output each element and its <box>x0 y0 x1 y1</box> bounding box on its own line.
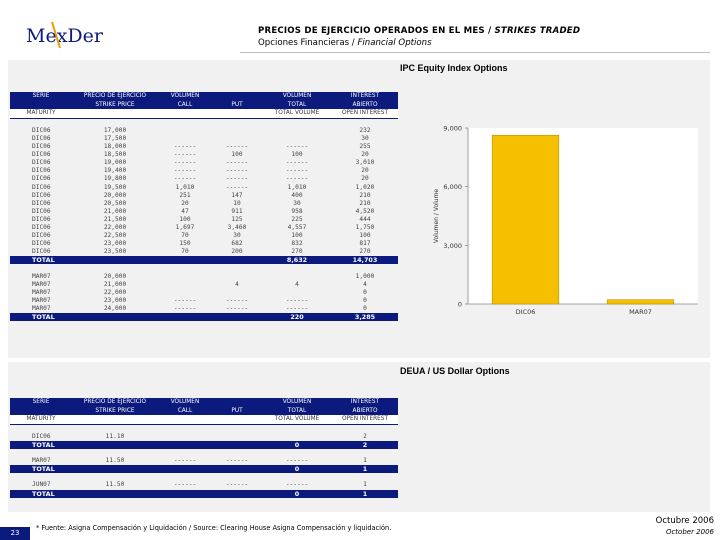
table-cell: DIC06 <box>32 232 51 240</box>
table-cell: 100 <box>291 232 303 240</box>
table-cell: 3,010 <box>355 159 375 167</box>
table-cell <box>72 415 158 424</box>
table-cell: 150 <box>179 240 191 248</box>
table-cell <box>158 313 212 321</box>
table-row <box>10 151 398 159</box>
table-cell: 270 <box>291 248 303 256</box>
table-cell: DIC06 <box>32 151 51 159</box>
table-cell <box>72 313 158 321</box>
table-cell: TOTAL <box>262 101 332 110</box>
table-cell: ------ <box>225 167 249 175</box>
table-cell: 24,000 <box>103 304 127 312</box>
total-row <box>10 465 398 473</box>
table-cell <box>72 490 158 498</box>
table-cell: ------ <box>225 175 249 183</box>
table-cell: TOTAL VOLUME <box>262 415 332 424</box>
table-cell: 30 <box>233 232 241 240</box>
table-cell: 19,000 <box>103 159 127 167</box>
table-row <box>10 481 398 489</box>
table-cell: 17,000 <box>103 126 127 134</box>
ipc-section-title: IPC Equity Index Options <box>400 63 508 73</box>
table-row <box>10 216 398 224</box>
table-cell <box>212 289 262 297</box>
table-cell: 147 <box>231 191 243 199</box>
table-cell: 0 <box>363 304 367 312</box>
table-cell: 4 <box>363 280 367 288</box>
table-header-row <box>10 109 398 118</box>
table-cell: ------ <box>173 167 197 175</box>
table-cell: MAR07 <box>32 296 51 304</box>
table-cell: 0 <box>262 490 332 498</box>
table-cell: 21,000 <box>103 280 127 288</box>
table-cell: TOTAL <box>10 465 72 473</box>
table-cell <box>10 101 72 110</box>
table-cell: 23,000 <box>103 240 127 248</box>
table-cell: 2 <box>363 432 367 440</box>
table-cell: DIC06 <box>32 126 51 134</box>
table-cell: 125 <box>231 215 243 223</box>
table-cell: ------ <box>285 175 309 183</box>
table-cell: ------ <box>285 159 309 167</box>
table-cell <box>212 135 262 143</box>
table-cell: ------ <box>285 296 309 304</box>
table-cell: 1,010 <box>175 183 195 191</box>
table-row <box>10 224 398 232</box>
table-cell: 832 <box>291 240 303 248</box>
table-cell: VOLUMEN <box>262 92 332 101</box>
table-cell: ABIERTO <box>332 407 398 416</box>
table-cell <box>262 135 332 143</box>
table-cell <box>158 109 212 118</box>
table-cell: 400 <box>291 191 303 199</box>
table-cell: 1 <box>363 481 367 489</box>
table-cell: 11.10 <box>105 432 125 440</box>
table-cell: STRIKE PRICE <box>72 407 158 416</box>
table-row <box>10 192 398 200</box>
table-cell: 14,703 <box>332 256 398 264</box>
table-cell: 200 <box>231 248 243 256</box>
table-cell: PUT <box>212 407 262 416</box>
table-cell: 21,500 <box>103 215 127 223</box>
table-cell: 22,000 <box>103 288 127 296</box>
date-spanish: Octubre 2006 <box>655 516 714 526</box>
table-row <box>10 175 398 183</box>
bar-dic06 <box>492 135 559 304</box>
table-cell: PRECIO DE EJERCICIO <box>72 398 158 407</box>
table-cell: 220 <box>262 313 332 321</box>
y-tick-label: 3,000 <box>443 241 462 250</box>
table-cell: ABIERTO <box>332 101 398 110</box>
table-cell: DIC06 <box>32 159 51 167</box>
table-cell: PUT <box>212 101 262 110</box>
table-cell: 1 <box>332 490 398 498</box>
table-row <box>10 135 398 143</box>
table-cell: MATURITY <box>10 109 72 118</box>
table-cell: ------ <box>225 457 249 465</box>
header-divider <box>240 52 710 53</box>
table-cell: VOLUMEN <box>158 398 212 407</box>
table-cell <box>212 441 262 449</box>
table-cell: 0 <box>363 296 367 304</box>
table-cell: 0 <box>363 288 367 296</box>
x-tick-label: DIC06 <box>515 308 536 316</box>
table-cell: 19,400 <box>103 167 127 175</box>
table-cell: 270 <box>359 248 371 256</box>
table-row <box>10 159 398 167</box>
table-cell: 20,500 <box>103 199 127 207</box>
table-cell: 11.50 <box>105 481 125 489</box>
table-cell: 958 <box>291 207 303 215</box>
table-cell <box>158 135 212 143</box>
table-cell <box>72 256 158 264</box>
table-cell: 23,000 <box>103 296 127 304</box>
table-cell <box>212 398 262 407</box>
deua-table <box>10 398 398 498</box>
table-row <box>10 143 398 151</box>
page-number: 23 <box>0 527 30 540</box>
table-cell <box>158 465 212 473</box>
table-cell: 11.50 <box>105 457 125 465</box>
table-cell: ------ <box>225 183 249 191</box>
table-cell <box>158 490 212 498</box>
table-cell: 444 <box>359 215 371 223</box>
table-header-row <box>10 92 398 101</box>
table-cell: 70 <box>181 248 189 256</box>
table-cell: 20 <box>361 175 369 183</box>
table-cell <box>212 92 262 101</box>
table-cell: ------ <box>173 304 197 312</box>
table-cell: ------ <box>173 159 197 167</box>
table-cell <box>158 441 212 449</box>
table-cell: ------ <box>173 175 197 183</box>
table-header-row <box>10 398 398 407</box>
page-subtitle: Opciones Financieras / Financial Options <box>258 38 432 48</box>
table-cell: 0 <box>262 465 332 473</box>
table-cell: 30 <box>361 134 369 142</box>
table-cell: STRIKE PRICE <box>72 101 158 110</box>
spacer-row <box>10 118 398 127</box>
table-cell: DIC06 <box>32 224 51 231</box>
table-cell: TOTAL <box>10 256 72 264</box>
table-cell: 1,750 <box>355 224 375 231</box>
table-cell: 20,000 <box>103 191 127 199</box>
table-cell: 1,697 <box>175 224 195 231</box>
table-cell <box>262 433 332 441</box>
table-cell <box>212 256 262 264</box>
logo-text: MexDer <box>26 25 103 47</box>
table-cell: 70 <box>181 232 189 240</box>
table-cell <box>10 407 72 416</box>
table-cell: ------ <box>173 296 197 304</box>
table-cell: 1,020 <box>355 183 375 191</box>
table-cell: TOTAL <box>10 313 72 321</box>
table-row <box>10 240 398 248</box>
table-cell: SERIE <box>10 92 72 101</box>
table-cell: 2 <box>332 441 398 449</box>
table-cell: 100 <box>359 232 371 240</box>
table-cell: DIC06 <box>32 167 51 175</box>
table-cell: ------ <box>285 304 309 312</box>
table-cell: ------ <box>225 304 249 312</box>
table-row <box>10 273 398 281</box>
table-cell: VOLUMEN <box>262 398 332 407</box>
table-cell: 911 <box>231 207 243 215</box>
total-row <box>10 313 398 321</box>
table-cell <box>212 313 262 321</box>
table-cell <box>72 109 158 118</box>
table-cell: CALL <box>158 101 212 110</box>
table-row <box>10 184 398 192</box>
table-cell: DIC06 <box>32 175 51 183</box>
y-tick-label: 6,000 <box>443 183 462 192</box>
table-cell: 100 <box>179 215 191 223</box>
table-cell <box>72 441 158 449</box>
table-cell: 251 <box>179 191 191 199</box>
table-cell: 0 <box>262 441 332 449</box>
table-cell <box>158 281 212 289</box>
table-cell: 4,557 <box>287 224 307 231</box>
table-cell: 20 <box>361 151 369 159</box>
table-header-row <box>10 415 398 424</box>
table-cell <box>72 465 158 473</box>
source-footnote: * Fuente: Asigna Compensación y Liquidación / Source: Clearing House Asigna Compensación y liquidación. <box>36 524 392 532</box>
ipc-volume-chart <box>428 118 708 358</box>
table-cell: 3,460 <box>227 224 247 231</box>
x-tick-label: MAR07 <box>629 308 652 316</box>
table-cell <box>158 127 212 135</box>
table-cell: 17,500 <box>103 134 127 142</box>
ipc-table <box>10 92 398 321</box>
table-cell: DIC06 <box>32 143 51 151</box>
table-cell: ------ <box>225 296 249 304</box>
table-cell <box>262 273 332 281</box>
table-cell: 100 <box>231 151 243 159</box>
table-cell: 4 <box>235 280 239 288</box>
table-cell: MAR07 <box>32 304 51 312</box>
table-cell: VOLUMEN <box>158 92 212 101</box>
table-cell: ------ <box>285 457 309 465</box>
table-cell <box>262 127 332 135</box>
table-cell: 20 <box>361 167 369 175</box>
y-tick-label: 0 <box>457 300 462 309</box>
spacer-row <box>10 424 398 433</box>
table-row <box>10 289 398 297</box>
total-row <box>10 441 398 449</box>
table-cell: 19,800 <box>103 175 127 183</box>
spacer-row <box>10 264 398 272</box>
table-cell: 3,285 <box>332 313 398 321</box>
table-cell: 4,520 <box>355 207 375 215</box>
table-cell: 18,000 <box>103 143 127 151</box>
table-cell: INTEREST <box>332 398 398 407</box>
spacer-row <box>10 473 398 481</box>
table-cell: 210 <box>359 191 371 199</box>
table-cell: JUN07 <box>32 481 51 489</box>
table-cell <box>158 415 212 424</box>
table-cell: 210 <box>359 199 371 207</box>
table-cell: 23,500 <box>103 248 127 256</box>
table-cell: INTEREST <box>332 92 398 101</box>
table-cell: MATURITY <box>10 415 72 424</box>
table-cell: 1 <box>363 457 367 465</box>
table-cell: MAR07 <box>32 457 51 465</box>
deua-section-title: DEUA / US Dollar Options <box>400 366 510 376</box>
table-cell <box>158 289 212 297</box>
table-cell: MAR07 <box>32 280 51 288</box>
total-row <box>10 256 398 264</box>
table-cell: ------ <box>285 143 309 151</box>
table-cell: 22,000 <box>103 224 127 231</box>
table-cell: DIC06 <box>32 134 51 142</box>
table-cell: 255 <box>359 143 371 151</box>
table-cell: 817 <box>359 240 371 248</box>
bar-mar07 <box>607 300 674 304</box>
table-cell: 18,500 <box>103 151 127 159</box>
table-cell <box>212 433 262 441</box>
table-cell: 682 <box>231 240 243 248</box>
table-cell: 20,000 <box>103 272 127 280</box>
table-cell: 30 <box>293 199 301 207</box>
table-cell: TOTAL <box>10 441 72 449</box>
table-cell: 21,000 <box>103 207 127 215</box>
table-cell: 20 <box>181 199 189 207</box>
table-cell: 8,632 <box>262 256 332 264</box>
table-cell: ------ <box>173 481 197 489</box>
table-cell: ------ <box>225 481 249 489</box>
table-cell: TOTAL <box>262 407 332 416</box>
table-row <box>10 208 398 216</box>
table-cell: CALL <box>158 407 212 416</box>
total-row <box>10 490 398 498</box>
table-cell: 47 <box>181 207 189 215</box>
table-row <box>10 232 398 240</box>
mexder-logo <box>22 18 103 52</box>
table-cell: DIC06 <box>32 215 51 223</box>
table-row <box>10 297 398 305</box>
table-cell: DIC06 <box>32 183 51 191</box>
table-cell <box>158 273 212 281</box>
table-row <box>10 433 398 441</box>
table-cell: ------ <box>173 143 197 151</box>
table-cell <box>262 289 332 297</box>
y-axis-label: Volumen / Volume <box>433 188 440 244</box>
table-cell <box>212 127 262 135</box>
table-cell: DIC06 <box>32 248 51 256</box>
table-cell: 232 <box>359 126 371 134</box>
table-cell: MAR07 <box>32 272 51 280</box>
table-cell: OPEN INTEREST <box>332 415 398 424</box>
table-cell: DIC06 <box>32 199 51 207</box>
table-cell: 1 <box>332 465 398 473</box>
table-cell: SERIE <box>10 398 72 407</box>
table-cell <box>212 273 262 281</box>
table-cell: ------ <box>173 151 197 159</box>
page-title: PRECIOS DE EJERCICIO OPERADOS EN EL MES / STRIKES TRADED <box>258 26 581 36</box>
table-cell <box>212 415 262 424</box>
table-row <box>10 305 398 313</box>
table-cell <box>158 256 212 264</box>
table-cell: ------ <box>285 481 309 489</box>
table-cell: MAR07 <box>32 288 51 296</box>
table-cell <box>212 465 262 473</box>
table-cell: DIC06 <box>32 207 51 215</box>
table-row <box>10 167 398 175</box>
table-row <box>10 248 398 256</box>
table-row <box>10 457 398 465</box>
y-tick-label: 9,000 <box>443 124 462 133</box>
table-cell: OPEN INTEREST <box>332 109 398 118</box>
table-header-row <box>10 407 398 416</box>
table-cell: DIC06 <box>32 240 51 248</box>
table-cell: 1,010 <box>287 183 307 191</box>
table-row <box>10 281 398 289</box>
table-cell: DIC06 <box>32 432 51 440</box>
table-cell: ------ <box>225 159 249 167</box>
table-cell: 19,500 <box>103 183 127 191</box>
table-cell <box>212 490 262 498</box>
table-row <box>10 127 398 135</box>
table-cell: 4 <box>295 280 299 288</box>
table-cell <box>212 109 262 118</box>
date-english: October 2006 <box>665 528 714 536</box>
table-cell: 22,500 <box>103 232 127 240</box>
table-cell: TOTAL VOLUME <box>262 109 332 118</box>
spacer-row <box>10 449 398 457</box>
table-cell: TOTAL <box>10 490 72 498</box>
table-header-row <box>10 101 398 110</box>
table-cell: PRECIO DE EJERCICIO <box>72 92 158 101</box>
table-cell <box>158 433 212 441</box>
table-cell: ------ <box>225 143 249 151</box>
table-cell: 10 <box>233 199 241 207</box>
table-cell: 100 <box>291 151 303 159</box>
table-cell: 225 <box>291 215 303 223</box>
table-cell: 1,000 <box>355 272 375 280</box>
table-row <box>10 200 398 208</box>
table-cell: ------ <box>173 457 197 465</box>
table-cell: DIC06 <box>32 191 51 199</box>
table-cell: ------ <box>285 167 309 175</box>
